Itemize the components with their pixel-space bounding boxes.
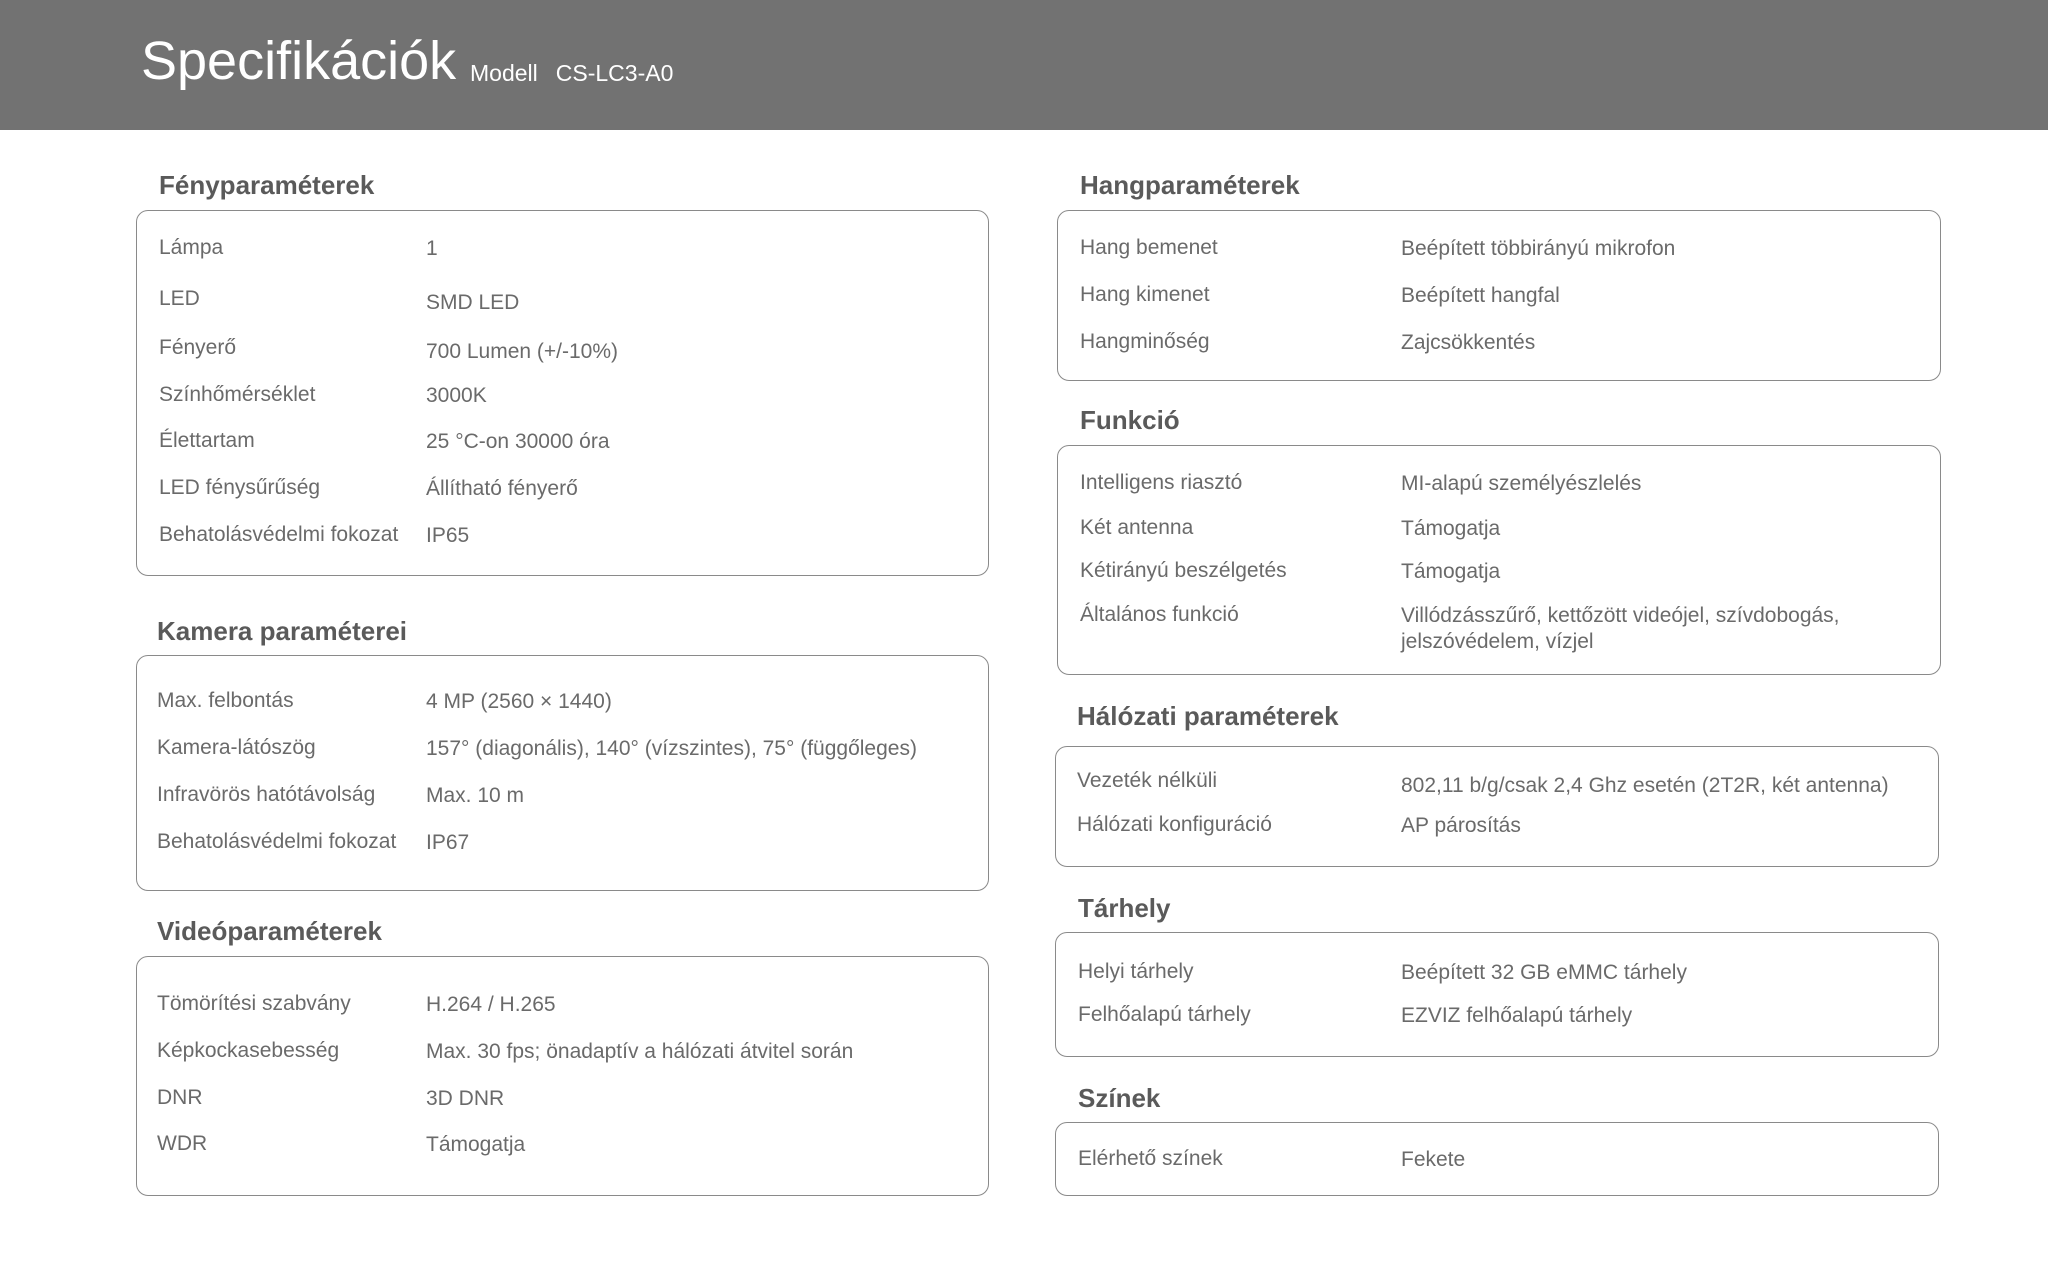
spec-key: Behatolásvédelmi fokozat	[159, 523, 399, 546]
spec-key: Lámpa	[159, 236, 224, 259]
section-box-function	[1057, 445, 1941, 675]
page-title: Specifikációk	[141, 31, 457, 91]
spec-key: Hálózati konfiguráció	[1077, 813, 1272, 836]
spec-value: 1	[426, 237, 438, 260]
section-title-colors: Színek	[1078, 1083, 1161, 1113]
spec-value: 700 Lumen (+/-10%)	[426, 340, 619, 363]
spec-key: Elérhető színek	[1078, 1147, 1223, 1170]
spec-key: Hang kimenet	[1080, 283, 1210, 306]
spec-key: Kamera-látószög	[157, 736, 316, 759]
spec-value: Támogatja	[1401, 517, 1501, 540]
spec-key: Vezeték nélküli	[1077, 769, 1218, 792]
section-title-function: Funkció	[1080, 405, 1180, 435]
spec-key: Tömörítési szabvány	[157, 992, 351, 1015]
spec-key: Helyi tárhely	[1078, 960, 1194, 983]
spec-value: Max. 30 fps; önadaptív a hálózati átvitel során	[426, 1040, 854, 1063]
spec-value: MI-alapú személyészlelés	[1401, 472, 1642, 495]
spec-value: Villódzásszűrő, kettőzött videójel, szívdobogás, jelszóvédelem, vízjel	[1401, 604, 1840, 654]
spec-value: 4 MP (2560 × 1440)	[426, 690, 612, 713]
spec-value: Beépített hangfal	[1401, 284, 1560, 307]
section-title-video: Videóparaméterek	[157, 916, 382, 946]
section-title-storage: Tárhely	[1078, 893, 1171, 923]
model-label: Modell	[470, 60, 538, 86]
spec-value: 802,11 b/g/csak 2,4 Ghz esetén (2T2R, két antenna)	[1401, 774, 1889, 797]
spec-value: Állítható fényerő	[426, 477, 578, 500]
spec-key: Általános funkció	[1080, 603, 1239, 626]
section-title-camera: Kamera paraméterei	[157, 616, 408, 646]
spec-key: Képkockasebesség	[157, 1039, 340, 1062]
model-value: CS-LC3-A0	[555, 60, 674, 86]
spec-key: LED	[159, 287, 200, 310]
spec-value: IP65	[426, 524, 470, 547]
spec-value: SMD LED	[426, 291, 520, 314]
section-box-colors	[1055, 1122, 1939, 1196]
spec-value: Fekete	[1401, 1148, 1466, 1171]
spec-key: Élettartam	[159, 429, 255, 452]
header-bar	[0, 0, 2048, 130]
section-box-network	[1055, 746, 1939, 867]
section-box-storage	[1055, 932, 1939, 1057]
spec-key: Hang bemenet	[1080, 236, 1218, 259]
spec-value: Beépített többirányú mikrofon	[1401, 237, 1676, 260]
spec-key: LED fénysűrűség	[159, 476, 321, 499]
spec-value: AP párosítás	[1401, 814, 1521, 837]
spec-value: Zajcsökkentés	[1401, 331, 1536, 354]
spec-value: 3000K	[426, 384, 487, 407]
section-box-light	[136, 210, 989, 576]
spec-value: Támogatja	[1401, 560, 1501, 583]
section-title-audio: Hangparaméterek	[1080, 170, 1300, 200]
spec-key: DNR	[157, 1086, 203, 1109]
spec-value: Támogatja	[426, 1133, 526, 1156]
model-info	[470, 60, 691, 87]
spec-key: Intelligens riasztó	[1080, 471, 1243, 494]
spec-key: Infravörös hatótávolság	[157, 783, 376, 806]
spec-key: Kétirányú beszélgetés	[1080, 559, 1287, 582]
spec-value: 157° (diagonális), 140° (vízszintes), 75° (függőleges)	[426, 737, 917, 760]
section-title-network: Hálózati paraméterek	[1077, 701, 1339, 731]
section-box-audio	[1057, 210, 1941, 381]
spec-key: Fényerő	[159, 336, 237, 359]
spec-value: H.264 / H.265	[426, 993, 556, 1016]
section-title-light: Fényparaméterek	[159, 170, 375, 200]
spec-key: Felhőalapú tárhely	[1078, 1003, 1251, 1026]
spec-value: 3D DNR	[426, 1087, 505, 1110]
section-box-video	[136, 956, 989, 1196]
spec-value: Beépített 32 GB eMMC tárhely	[1401, 961, 1687, 984]
section-box-camera	[136, 655, 989, 891]
spec-value: IP67	[426, 831, 470, 854]
spec-value: Max. 10 m	[426, 784, 525, 807]
spec-value: EZVIZ felhőalapú tárhely	[1401, 1004, 1633, 1027]
spec-key: WDR	[157, 1132, 208, 1155]
spec-key: Hangminőség	[1080, 330, 1210, 353]
spec-value: 25 °C-on 30000 óra	[426, 430, 610, 453]
spec-key: Színhőmérséklet	[159, 383, 316, 406]
spec-key: Behatolásvédelmi fokozat	[157, 830, 397, 853]
spec-key: Max. felbontás	[157, 689, 294, 712]
spec-key: Két antenna	[1080, 516, 1194, 539]
